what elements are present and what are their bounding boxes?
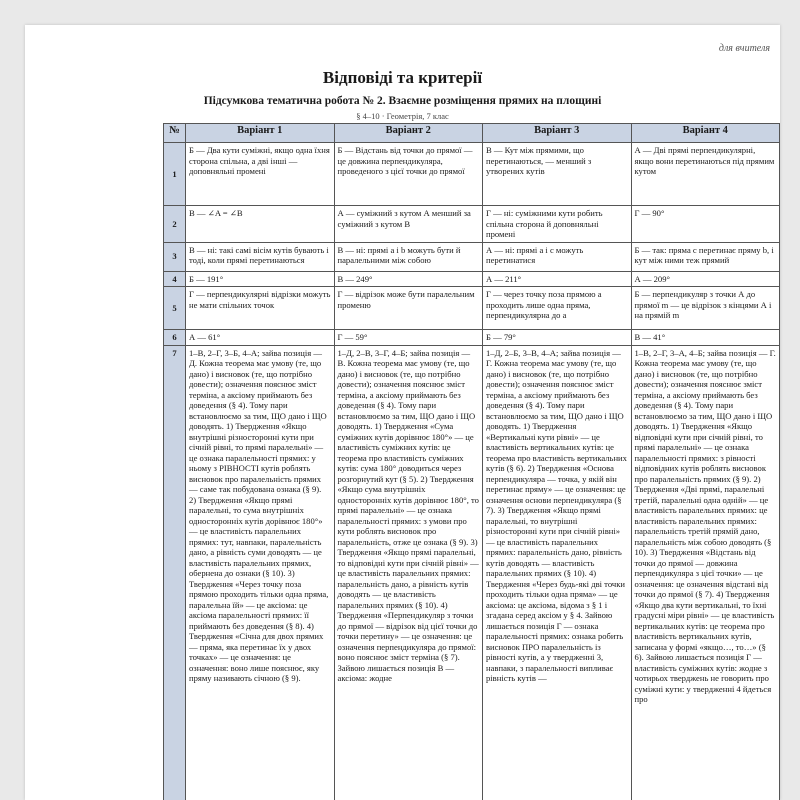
- answer-cell: В — ні: прямі а і b можуть бути й паралельними між собою: [334, 242, 483, 271]
- answer-cell: Б — перпендикуляр з точки А до прямої m — це відрізок з кінцями А і на прямій m: [631, 287, 780, 330]
- section-info: § 4–10 · Геометрія, 7 клас: [356, 111, 449, 121]
- row-number: 2: [164, 206, 186, 243]
- row-number: 7: [164, 345, 186, 800]
- answer-cell: А — Дві прямі перпендикулярні, якщо вони перетинаються під прямим кутом: [631, 143, 780, 206]
- answer-cell: Г — ні: суміжними кути робить спільна сторона й доповняльні промені: [483, 206, 632, 243]
- teacher-note: для вчителя: [718, 43, 770, 54]
- answer-cell: В — Кут між прямими, що перетинаються, — менший з утворених кутів: [483, 143, 632, 206]
- answer-cell: 1–В, 2–Г, 3–Б, 4–А; зайва позиція — Д. Кожна теорема має умову (те, що дано) і висновок (те, що потрібно довести); означення пояснює зміст терміна, а аксіому приймають без доведення (§ 4). Тому пари встановлюємо за тим, ЩО дано і ЩО доводять. 1) Твердження «Якщо внутрішні різносторонні кути при січній рівні, то прямі паралельні» — це ознака паралельності прямих: у ньому з РІВНОСТІ кутів роблять висновок про паралельність прямих — саме так побудована ознака (§ 9). 2) Твердження «Якщо прямі паралельні, то сума внутрішніх односторонніх кутів дорівнює 180°» — це властивість паралельних прямих: тут, навпаки, паралельність дано, а рівність суми доводять — це властивість паралельних прямих, обернена до ознаки (§ 10). 3) Твердження «Через точку поза прямою проходить тільки одна пряма, паралельна їй» — це аксіома: це аксіома паралельності прямих: її приймають без доведення (§ 8). 4) Твердження «Січна для двох прямих — пряма, яка перетинає їх у двох точках» — це означення: це означення: воно лише пояснює, яку пряму називають січною (§ 9).: [186, 345, 335, 800]
- answer-cell: 1–Д, 2–Б, 3–В, 4–А; зайва позиція — Г. Кожна теорема має умову (те, що дано) і висновок (те, що потрібно довести); означення пояснює зміст терміна, а аксіому приймають без доведення (§ 4). Тому пари встановлюємо за тим, ЩО дано і ЩО доводять. 1) Твердження «Вертикальні кути рівні» — це властивість вертикальних кутів: це теорема про властивість вертикальних кутів (§ 6). 2) Твердження «Основа перпендикуляра — точка, у якій він перетинає пряму» — це означення: це означення основи перпендикуляра (§ 7). 3) Твердження «Якщо прямі паралельні, то внутрішні різносторонні кути при січній рівні» — це властивість паралельних прямих: паралельність дано, рівність кутів доводять — властивість паралельних прямих (§ 10). 4) Твердження «Через будь-які дві точки проходить тільки одна пряма» — це аксіома: це аксіома, відома з § 1 і згадана серед аксіом у § 4. Зайвою лишається позиція Г — ознака паралельності прямих: ознака робить висновок ПРО паралельність із рівності кутів, а у твердженні 3, навпаки, з паралельності випливає рівність кутів —: [483, 345, 632, 800]
- document-page: [25, 25, 780, 800]
- header-variant-2: Варіант 2: [334, 124, 483, 143]
- row-number: 4: [164, 271, 186, 287]
- page-subtitle: Підсумкова тематична робота № 2. Взаємне розміщення прямих на площині: [203, 95, 602, 107]
- answer-cell: Г — 90°: [631, 206, 780, 243]
- answer-cell: Г — 59°: [334, 330, 483, 346]
- answer-cell: 1–Д, 2–В, 3–Г, 4–Б; зайва позиція — В. Кожна теорема має умову (те, що дано) і висновок (те, що потрібно довести); означення пояснює зміст терміна, а аксіому приймають без доведення (§ 4). Тому пари встановлюємо за тим, ЩО дано і ЩО доводять. 1) Твердження «Сума суміжних кутів дорівнює 180°» — це властивість суміжних кутів: це теорема про властивість суміжних кутів: сума 180° доводиться через розгорнутий кут (§ 5). 2) Твердження «Якщо сума внутрішніх односторонніх кутів дорівнює 180°, то прямі паралельні» — це ознака паралельності прямих: з умови про кути роблять висновок про паралельність, отже це ознака (§ 9). 3) Твердження «Якщо прямі паралельні, то відповідні кути при січній рівні» — це властивість паралельних прямих: паралельність дано, а рівність кутів доводять — це властивість паралельних прямих (§ 10). 4) Твердження «Перпендикуляр з точки до прямої — відрізок від цієї точки до точки перетину» — це означення: це означення перпендикуляра до прямої: воно пояснює зміст терміна (§ 7). Зайвою лишається позиція В — аксіома: жодне: [334, 345, 483, 800]
- header-variant-3: Варіант 3: [483, 124, 632, 143]
- answer-cell: В — ∠A = ∠B: [186, 206, 335, 243]
- table-row: [164, 287, 780, 330]
- answer-cell: А — суміжний з кутом А менший за суміжний з кутом В: [334, 206, 483, 243]
- table-row: [164, 143, 780, 206]
- answer-cell: Г — перпендикулярні відрізки можуть не мати спільних точок: [186, 287, 335, 330]
- header-variant-1: Варіант 1: [186, 124, 335, 143]
- page-title: Відповіді та критерії: [322, 68, 483, 87]
- answer-cell: Б — Два кути суміжні, якщо одна їхня сторона спільна, а дві інші — доповняльні промені: [186, 143, 335, 206]
- answer-cell: А — 209°: [631, 271, 780, 287]
- header-number: №: [164, 124, 186, 143]
- answer-cell: В — 249°: [334, 271, 483, 287]
- header-variant-4: Варіант 4: [631, 124, 780, 143]
- table-row: [164, 330, 780, 346]
- answer-cell: А — 61°: [186, 330, 335, 346]
- answer-cell: Б — 191°: [186, 271, 335, 287]
- table-row: [164, 271, 780, 287]
- row-number: 6: [164, 330, 186, 346]
- answer-cell: Г — через точку поза прямою а проходить лише одна пряма, перпендикулярна до а: [483, 287, 632, 330]
- answers-table: [163, 123, 780, 800]
- answer-cell: В — ні: такі самі вісім кутів бувають і тоді, коли прямі перетинаються: [186, 242, 335, 271]
- table-row: [164, 242, 780, 271]
- answer-cell: Б — Відстань від точки до прямої — це довжина перпендикуляра, проведеного з цієї точки до прямої: [334, 143, 483, 206]
- row-number: 5: [164, 287, 186, 330]
- answer-cell: Г — відрізок може бути паралельним променю: [334, 287, 483, 330]
- answer-cell: Б — так: пряма с перетинає пряму b, і кут між ними теж прямий: [631, 242, 780, 271]
- answer-cell: А — ні: прямі а і с можуть перетинатися: [483, 242, 632, 271]
- table-row: [164, 206, 780, 243]
- table-header-row: [164, 124, 780, 143]
- answer-cell: В — 41°: [631, 330, 780, 346]
- row-number: 3: [164, 242, 186, 271]
- answer-cell: Б — 79°: [483, 330, 632, 346]
- answer-cell: 1–В, 2–Г, 3–А, 4–Б; зайва позиція — Г. Кожна теорема має умову (те, що дано) і висновок (те, що потрібно довести); означення пояснює зміст терміна, а аксіому приймають без доведення (§ 4). Тому пари встановлюємо за тим, ЩО дано і ЩО доводять. 1) Твердження «Якщо відповідні кути при січній рівні, то прямі паралельні» — це ознака паралельності прямих: з рівності відповідних кутів роблять висновок про паралельність прямих (§ 9). 2) Твердження «Дві прямі, паралельні третій, паралельні одна одній» — це властивість паралельних прямих: це властивість паралельних прямих: паралельність третій прямій дано, паралельність між собою доводять (§ 10). 3) Твердження «Відстань від точки до прямої — довжина перпендикуляра з цієї точки» — це означення: це означення відстані від точки до прямої (§ 7). 4) Твердження «Якщо два кути вертикальні, то їхні градусні міри рівні» — це властивість вертикальних кутів: це теорема про властивість вертикальних кутів, записана у формі «якщо…, то…» (§ 6). Зайвою лишається позиція Г — властивість суміжних кутів: жодне з чотирьох тверджень не говорить про суміжні кути: у твердженні 4 йдеться про: [631, 345, 780, 800]
- answer-cell: А — 211°: [483, 271, 632, 287]
- table-row: [164, 345, 780, 800]
- row-number: 1: [164, 143, 186, 206]
